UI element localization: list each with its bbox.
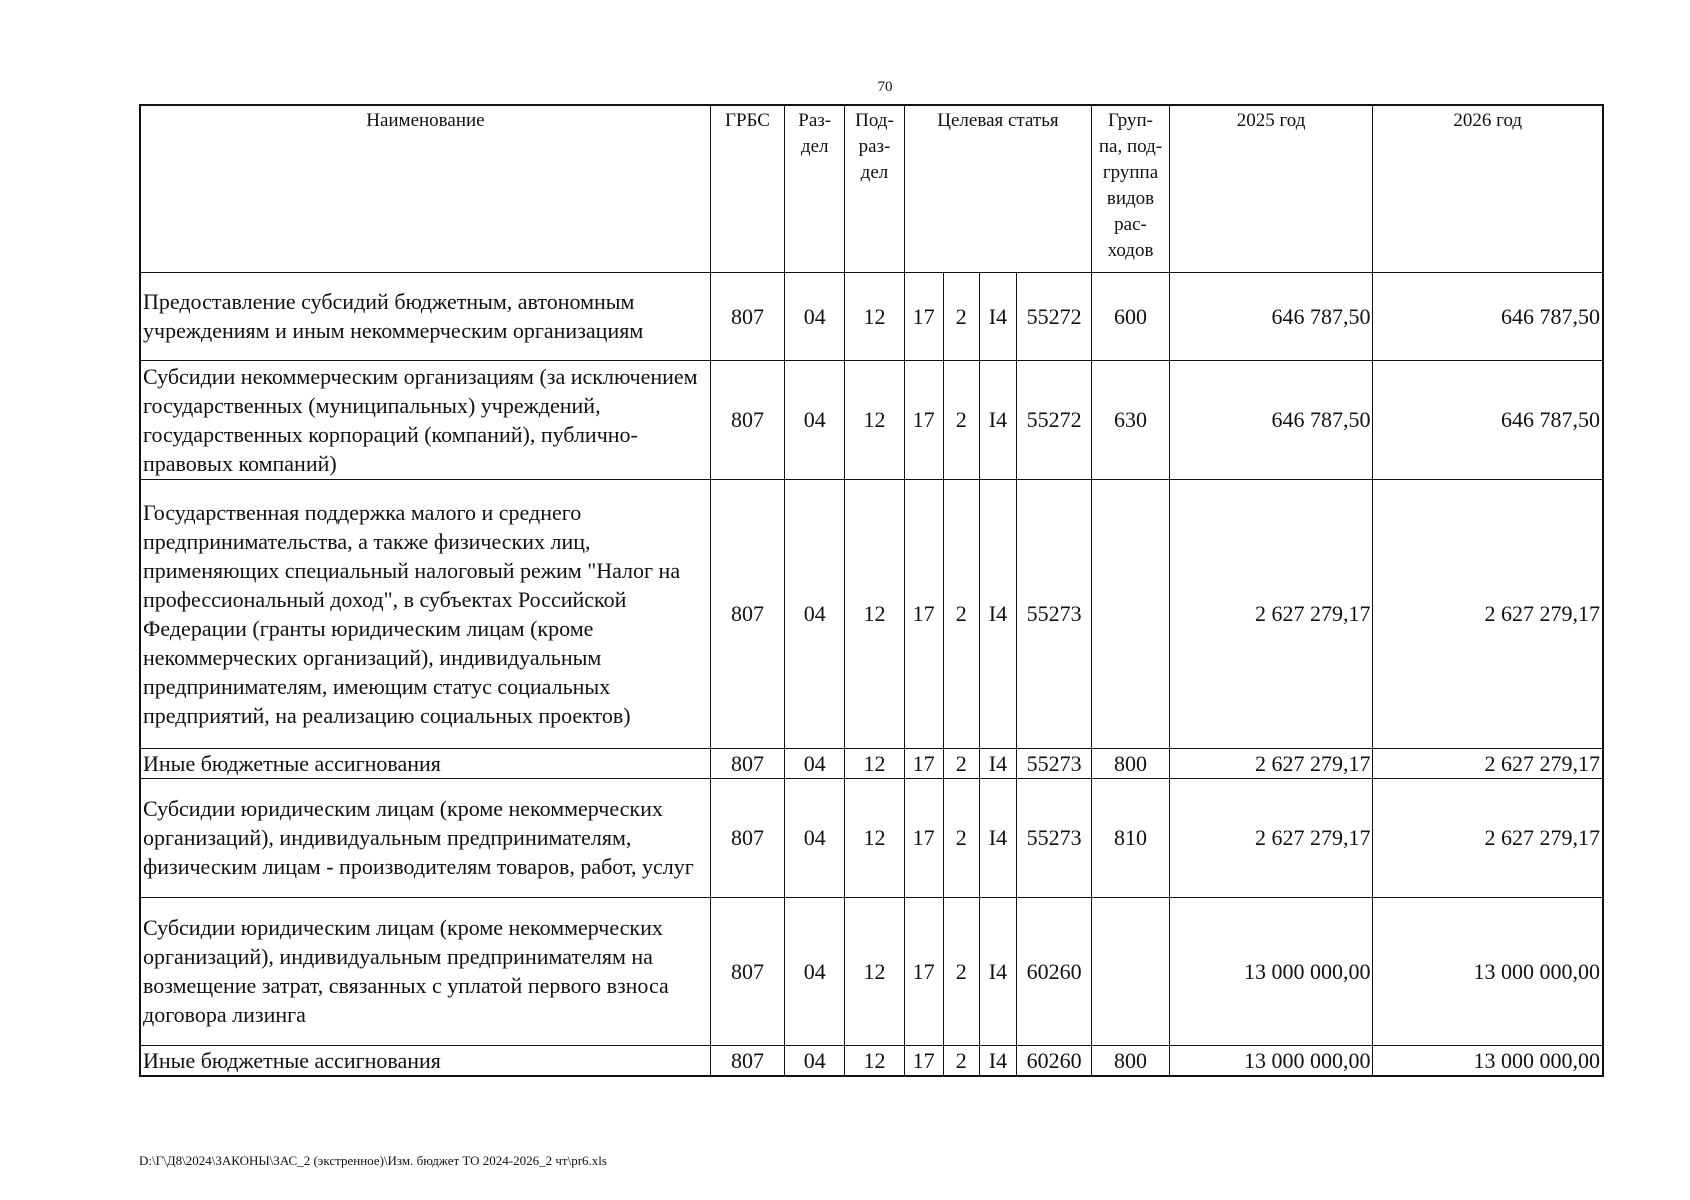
- cell-target-2: 2: [943, 272, 979, 360]
- cell-name: Государственная поддержка малого и среднего предпринимательства, а также физических лиц, применяющих специальный налоговый режим "Налог на профессиональный доход", в субъектах Российской Федерации (гранты юридическим лицам (кроме некоммерческих организаций), индивидуальным предпринимателям, имеющим статус социальных предприятий, на реализацию социальных проектов): [140, 479, 710, 748]
- header-target-article: Целевая статья: [904, 105, 1092, 272]
- cell-amount-2026: 646 787,50: [1373, 272, 1603, 360]
- cell-amount-2026: 13 000 000,00: [1373, 897, 1603, 1045]
- cell-target-3: I4: [979, 360, 1016, 479]
- cell-target-1: 17: [904, 778, 943, 897]
- cell-target-4: 55272: [1017, 272, 1092, 360]
- cell-expense-group: [1092, 479, 1169, 748]
- header-year-2025: 2025 год: [1169, 105, 1373, 272]
- cell-grbs: 807: [710, 748, 784, 778]
- cell-name: Предоставление субсидий бюджетным, автономным учреждениям и иным некоммерческим организациям: [140, 272, 710, 360]
- cell-expense-group: 600: [1092, 272, 1169, 360]
- cell-grbs: 807: [710, 479, 784, 748]
- cell-target-4: 55273: [1017, 479, 1092, 748]
- cell-razdel: 04: [785, 748, 845, 778]
- cell-amount-2025: 646 787,50: [1169, 360, 1373, 479]
- header-expense-group: Груп- па, под- группа видов рас- ходов: [1092, 105, 1169, 272]
- cell-expense-group: [1092, 897, 1169, 1045]
- cell-grbs: 807: [710, 360, 784, 479]
- cell-amount-2026: 2 627 279,17: [1373, 778, 1603, 897]
- footer-file-path: D:\Г\Д8\2024\ЗАКОНЫ\ЗАС_2 (экстренное)\Изм. бюджет ТО 2024-2026_2 чт\pr6.xls: [139, 1153, 607, 1168]
- cell-expense-group: 810: [1092, 778, 1169, 897]
- cell-amount-2025: 13 000 000,00: [1169, 897, 1373, 1045]
- cell-name: Иные бюджетные ассигнования: [140, 748, 710, 778]
- cell-target-1: 17: [904, 1045, 943, 1076]
- cell-target-3: I4: [979, 272, 1016, 360]
- table-row: [140, 1045, 1603, 1076]
- budget-table: [139, 104, 1604, 1077]
- cell-target-1: 17: [904, 360, 943, 479]
- cell-target-4: 60260: [1017, 897, 1092, 1045]
- cell-amount-2026: 2 627 279,17: [1373, 748, 1603, 778]
- cell-grbs: 807: [710, 1045, 784, 1076]
- cell-razdel: 04: [785, 897, 845, 1045]
- cell-podrazdel: 12: [845, 272, 904, 360]
- cell-target-1: 17: [904, 897, 943, 1045]
- cell-amount-2025: 2 627 279,17: [1169, 778, 1373, 897]
- table-row: [140, 778, 1603, 897]
- cell-target-1: 17: [904, 272, 943, 360]
- cell-podrazdel: 12: [845, 897, 904, 1045]
- cell-target-3: I4: [979, 897, 1016, 1045]
- cell-podrazdel: 12: [845, 479, 904, 748]
- table-row: [140, 479, 1603, 748]
- cell-podrazdel: 12: [845, 748, 904, 778]
- cell-expense-group: 800: [1092, 748, 1169, 778]
- cell-expense-group: 630: [1092, 360, 1169, 479]
- cell-grbs: 807: [710, 897, 784, 1045]
- header-year-2026: 2026 год: [1373, 105, 1603, 272]
- table-row: [140, 360, 1603, 479]
- cell-name: Субсидии некоммерческим организациям (за исключением государственных (муниципальных) учреждений, государственных корпораций (компаний), публично-правовых компаний): [140, 360, 710, 479]
- cell-target-2: 2: [943, 360, 979, 479]
- cell-razdel: 04: [785, 778, 845, 897]
- header-podrazdel: Под- раз- дел: [845, 105, 904, 272]
- cell-podrazdel: 12: [845, 1045, 904, 1076]
- cell-razdel: 04: [785, 360, 845, 479]
- cell-target-3: I4: [979, 748, 1016, 778]
- cell-target-3: I4: [979, 1045, 1016, 1076]
- cell-target-2: 2: [943, 1045, 979, 1076]
- cell-podrazdel: 12: [845, 778, 904, 897]
- cell-razdel: 04: [785, 479, 845, 748]
- table-row: [140, 748, 1603, 778]
- cell-name: Субсидии юридическим лицам (кроме некоммерческих организаций), индивидуальным предпринимателям, физическим лицам - производителям товаров, работ, услуг: [140, 778, 710, 897]
- cell-target-1: 17: [904, 748, 943, 778]
- cell-amount-2025: 2 627 279,17: [1169, 479, 1373, 748]
- header-row: [140, 105, 1603, 272]
- page-number: 70: [877, 79, 893, 95]
- cell-grbs: 807: [710, 778, 784, 897]
- table-row: [140, 897, 1603, 1045]
- header-grbs: ГРБС: [710, 105, 784, 272]
- cell-name: Субсидии юридическим лицам (кроме некоммерческих организаций), индивидуальным предпринимателям на возмещение затрат, связанных с уплатой первого взноса договора лизинга: [140, 897, 710, 1045]
- cell-name: Иные бюджетные ассигнования: [140, 1045, 710, 1076]
- cell-amount-2025: 646 787,50: [1169, 272, 1373, 360]
- cell-amount-2025: 2 627 279,17: [1169, 748, 1373, 778]
- header-razdel: Раз- дел: [785, 105, 845, 272]
- table-row: [140, 272, 1603, 360]
- cell-target-4: 55272: [1017, 360, 1092, 479]
- cell-target-2: 2: [943, 748, 979, 778]
- cell-target-4: 55273: [1017, 748, 1092, 778]
- cell-amount-2026: 646 787,50: [1373, 360, 1603, 479]
- cell-target-2: 2: [943, 897, 979, 1045]
- header-name: Наименование: [140, 105, 710, 272]
- cell-amount-2026: 2 627 279,17: [1373, 479, 1603, 748]
- cell-grbs: 807: [710, 272, 784, 360]
- cell-target-3: I4: [979, 778, 1016, 897]
- cell-target-4: 60260: [1017, 1045, 1092, 1076]
- cell-target-3: I4: [979, 479, 1016, 748]
- cell-target-2: 2: [943, 778, 979, 897]
- cell-expense-group: 800: [1092, 1045, 1169, 1076]
- cell-razdel: 04: [785, 272, 845, 360]
- cell-razdel: 04: [785, 1045, 845, 1076]
- cell-amount-2025: 13 000 000,00: [1169, 1045, 1373, 1076]
- cell-target-4: 55273: [1017, 778, 1092, 897]
- cell-amount-2026: 13 000 000,00: [1373, 1045, 1603, 1076]
- cell-target-1: 17: [904, 479, 943, 748]
- cell-podrazdel: 12: [845, 360, 904, 479]
- cell-target-2: 2: [943, 479, 979, 748]
